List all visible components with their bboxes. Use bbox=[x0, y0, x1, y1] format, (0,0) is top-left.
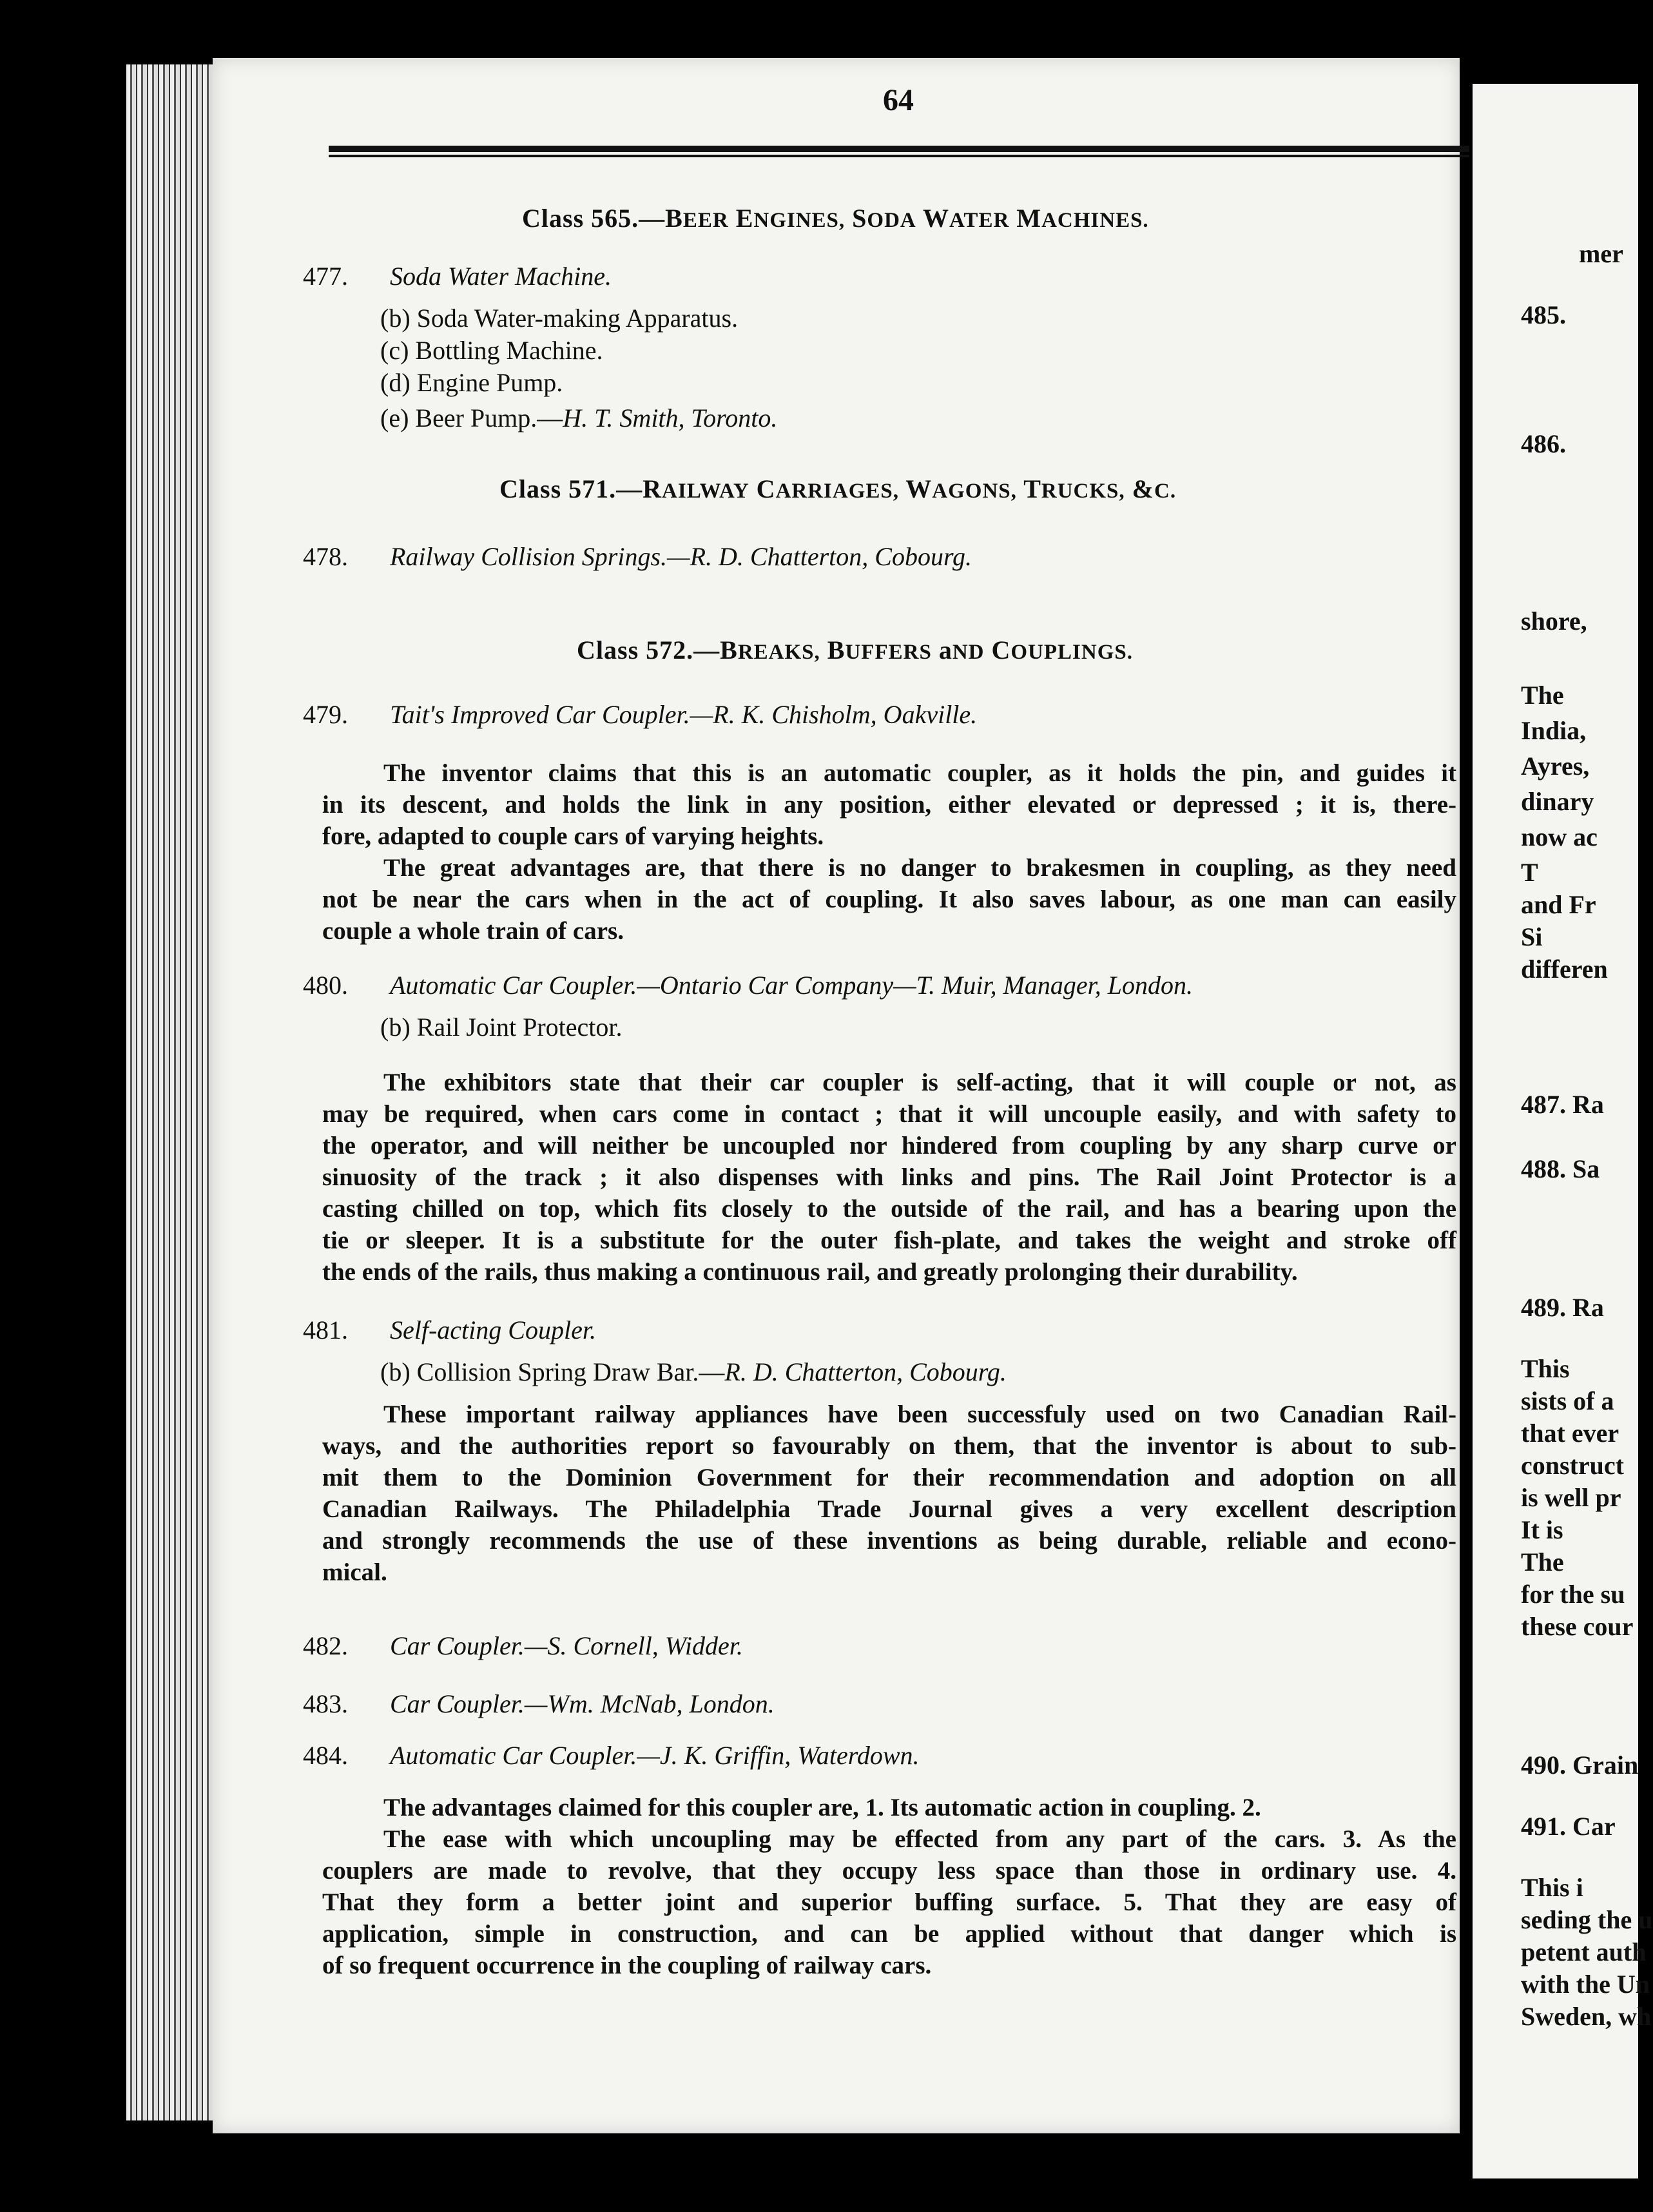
adjacent-page-fragment: The bbox=[1521, 681, 1564, 710]
adjacent-page bbox=[1473, 84, 1638, 2178]
adjacent-page-fragment: these cour bbox=[1521, 1612, 1634, 1641]
description-paragraph bbox=[322, 757, 1456, 947]
adjacent-page-fragment: shore, bbox=[1521, 606, 1587, 635]
adjacent-page-fragment: seding the u bbox=[1521, 1905, 1653, 1934]
entry-exhibitor: H. T. Smith, Toronto. bbox=[563, 403, 778, 432]
adjacent-page-fragment: construct bbox=[1521, 1451, 1624, 1480]
entry-subitem: (b) Rail Joint Protector. bbox=[380, 1013, 623, 1042]
adjacent-page-fragment: It is bbox=[1521, 1515, 1563, 1544]
entry-number: 482. bbox=[303, 1631, 348, 1660]
entry-number: 483. bbox=[303, 1689, 348, 1718]
adjacent-page-fragment: sists of a bbox=[1521, 1386, 1614, 1415]
paragraph-line: The advantages claimed for this coupler are, 1. Its automatic action in coupling. 2. bbox=[383, 1794, 1261, 1821]
class-heading-title: RAILWAY CARRIAGES, WAGONS, TRUCKS, &C. bbox=[643, 474, 1177, 503]
paragraph-line: casting chilled on top, which fits closely to the outside of the rail, and has a bearing upon the bbox=[322, 1195, 1456, 1223]
paragraph-line: couple a whole train of cars. bbox=[322, 917, 624, 945]
entry-number: 484. bbox=[303, 1741, 348, 1770]
entry-subitem-label: (e) Beer Pump.— bbox=[380, 403, 563, 432]
paragraph-line: not be near the cars when in the act of coupling. It also saves labour, as one man can easily bbox=[322, 886, 1456, 913]
entry-title: Car Coupler.—Wm. McNab, London. bbox=[390, 1689, 775, 1718]
top-rule-thick bbox=[329, 146, 1469, 152]
adjacent-page-fragment: differen bbox=[1521, 955, 1608, 984]
entry-number: 478. bbox=[303, 542, 348, 571]
adjacent-page-fragment: now ac bbox=[1521, 822, 1598, 851]
page-number: 64 bbox=[883, 83, 914, 117]
entry-number: 481. bbox=[303, 1315, 348, 1344]
class-heading bbox=[577, 635, 1133, 665]
adjacent-page-fragment: Si bbox=[1521, 922, 1543, 951]
adjacent-page-fragment: The bbox=[1521, 1547, 1564, 1577]
description-paragraph bbox=[322, 1399, 1456, 1588]
adjacent-page-fragment: petent auth bbox=[1521, 1937, 1647, 1966]
entry-number: 480. bbox=[303, 971, 348, 1000]
adjacent-page-fragment: and Fr bbox=[1521, 890, 1596, 919]
adjacent-page-fragment: is well pr bbox=[1521, 1483, 1621, 1512]
entry-subitem bbox=[380, 403, 777, 433]
entry-subitem: (b) Soda Water-making Apparatus. bbox=[380, 304, 739, 333]
entry-subitem-label: (b) Collision Spring Draw Bar.— bbox=[380, 1357, 725, 1386]
paragraph-line: ways, and the authorities report so favourably on them, that the inventor is about to sub- bbox=[322, 1432, 1456, 1460]
entry-title: Automatic Car Coupler.—J. K. Griffin, Waterdown. bbox=[390, 1741, 920, 1770]
description-paragraph bbox=[322, 1067, 1456, 1288]
paragraph-line: of so frequent occurrence in the coupling of railway cars. bbox=[322, 1952, 932, 1979]
class-heading bbox=[522, 203, 1149, 233]
paragraph-line: in its descent, and holds the link in any position, either elevated or depressed ; it is, there- bbox=[322, 791, 1456, 819]
adjacent-page-fragment: 487. Ra bbox=[1521, 1090, 1604, 1119]
paragraph-line: the operator, and will neither be uncoupled nor hindered from coupling by any sharp curve or bbox=[322, 1132, 1456, 1159]
entry-number: 477. bbox=[303, 262, 348, 291]
paragraph-line: may be required, when cars come in contact ; that it will uncouple easily, and with safety to bbox=[322, 1100, 1456, 1128]
adjacent-page-fragment: Sweden, wh bbox=[1521, 2002, 1652, 2031]
class-heading-prefix: Class 571.— bbox=[499, 474, 643, 503]
paragraph-line: mit them to the Dominion Government for their recommendation and adoption on all bbox=[322, 1464, 1456, 1491]
class-heading-prefix: Class 565.— bbox=[522, 204, 666, 233]
entry-title: Soda Water Machine. bbox=[390, 262, 612, 291]
adjacent-page-fragment: 491. Car bbox=[1521, 1812, 1616, 1841]
adjacent-page-fragment: 490. Grain bbox=[1521, 1751, 1639, 1780]
paragraph-line: couplers are made to revolve, that they occupy less space than those in ordinary use. 4. bbox=[322, 1857, 1456, 1885]
adjacent-page-fragment: 485. bbox=[1521, 300, 1566, 329]
adjacent-page-fragment: This i bbox=[1521, 1873, 1583, 1902]
paragraph-line: tie or sleeper. It is a substitute for the outer fish-plate, and takes the weight and stroke off bbox=[322, 1227, 1456, 1254]
entry-subitem: (c) Bottling Machine. bbox=[380, 336, 603, 365]
adjacent-page-fragment: T bbox=[1521, 858, 1538, 887]
paragraph-line: fore, adapted to couple cars of varying heights. bbox=[322, 822, 824, 850]
adjacent-page-fragment: 486. bbox=[1521, 429, 1566, 458]
adjacent-page-fragment: with the Un bbox=[1521, 1970, 1650, 1999]
class-heading-title: BREAKS, BUFFERS aND COUPLINGS. bbox=[720, 635, 1133, 665]
entry-title: Car Coupler.—S. Cornell, Widder. bbox=[390, 1631, 743, 1660]
adjacent-page-fragment: that ever bbox=[1521, 1419, 1619, 1448]
entry-number: 479. bbox=[303, 700, 348, 729]
paragraph-line: and strongly recommends the use of these inventions as being durable, reliable and econo- bbox=[322, 1527, 1456, 1555]
entry-title: Automatic Car Coupler.—Ontario Car Company—T. Muir, Manager, London. bbox=[390, 971, 1194, 1000]
entry-subitem bbox=[380, 1357, 1007, 1387]
adjacent-page-fragment: for the su bbox=[1521, 1580, 1625, 1609]
book-page-edges bbox=[126, 64, 217, 2120]
adjacent-page-fragment: Ayres, bbox=[1521, 752, 1590, 781]
paragraph-line: sinuosity of the track ; it also dispenses with links and pins. The Rail Joint Protector is a bbox=[322, 1163, 1456, 1191]
paragraph-line: Canadian Railways. The Philadelphia Trade Journal gives a very excellent description bbox=[322, 1495, 1456, 1523]
paragraph-line: The ease with which uncoupling may be effected from any part of the cars. 3. As the bbox=[383, 1825, 1456, 1853]
adjacent-page-fragment: mer bbox=[1579, 239, 1623, 268]
adjacent-page-fragment: dinary bbox=[1521, 787, 1594, 816]
paragraph-line: The great advantages are, that there is no danger to brakesmen in coupling, as they need bbox=[383, 854, 1456, 882]
adjacent-page-fragment: 489. Ra bbox=[1521, 1293, 1604, 1322]
entry-exhibitor: R. D. Chatterton, Cobourg. bbox=[724, 1357, 1007, 1386]
paragraph-line: The exhibitors state that their car coupler is self-acting, that it will couple or not, as bbox=[383, 1069, 1456, 1096]
adjacent-page-fragment: 488. Sa bbox=[1521, 1154, 1600, 1183]
paragraph-line: The inventor claims that this is an automatic coupler, as it holds the pin, and guides it bbox=[383, 759, 1456, 787]
paragraph-line: the ends of the rails, thus making a continuous rail, and greatly prolonging their durability. bbox=[322, 1258, 1298, 1286]
entry-title: Self-acting Coupler. bbox=[390, 1315, 596, 1344]
top-rule-thin bbox=[329, 155, 1469, 157]
adjacent-page-fragment: This bbox=[1521, 1354, 1570, 1383]
paragraph-line: That they form a better joint and superior buffing surface. 5. That they are easy of bbox=[322, 1888, 1456, 1916]
entry-subitem: (d) Engine Pump. bbox=[380, 368, 563, 397]
description-paragraph bbox=[322, 1792, 1456, 1981]
entry-title: Railway Collision Springs.—R. D. Chatterton, Cobourg. bbox=[390, 542, 972, 571]
paragraph-line: These important railway appliances have been successfuly used on two Canadian Rail- bbox=[383, 1401, 1456, 1428]
class-heading-prefix: Class 572.— bbox=[577, 635, 720, 665]
class-heading bbox=[499, 474, 1176, 504]
class-heading-title: BEER ENGINES, SODA WATER MACHINES. bbox=[665, 204, 1149, 233]
entry-title: Tait's Improved Car Coupler.—R. K. Chisholm, Oakville. bbox=[390, 700, 978, 729]
paragraph-line: mical. bbox=[322, 1558, 387, 1586]
adjacent-page-fragment: India, bbox=[1521, 716, 1587, 745]
paragraph-line: application, simple in construction, and can be applied without that danger which is bbox=[322, 1920, 1456, 1948]
